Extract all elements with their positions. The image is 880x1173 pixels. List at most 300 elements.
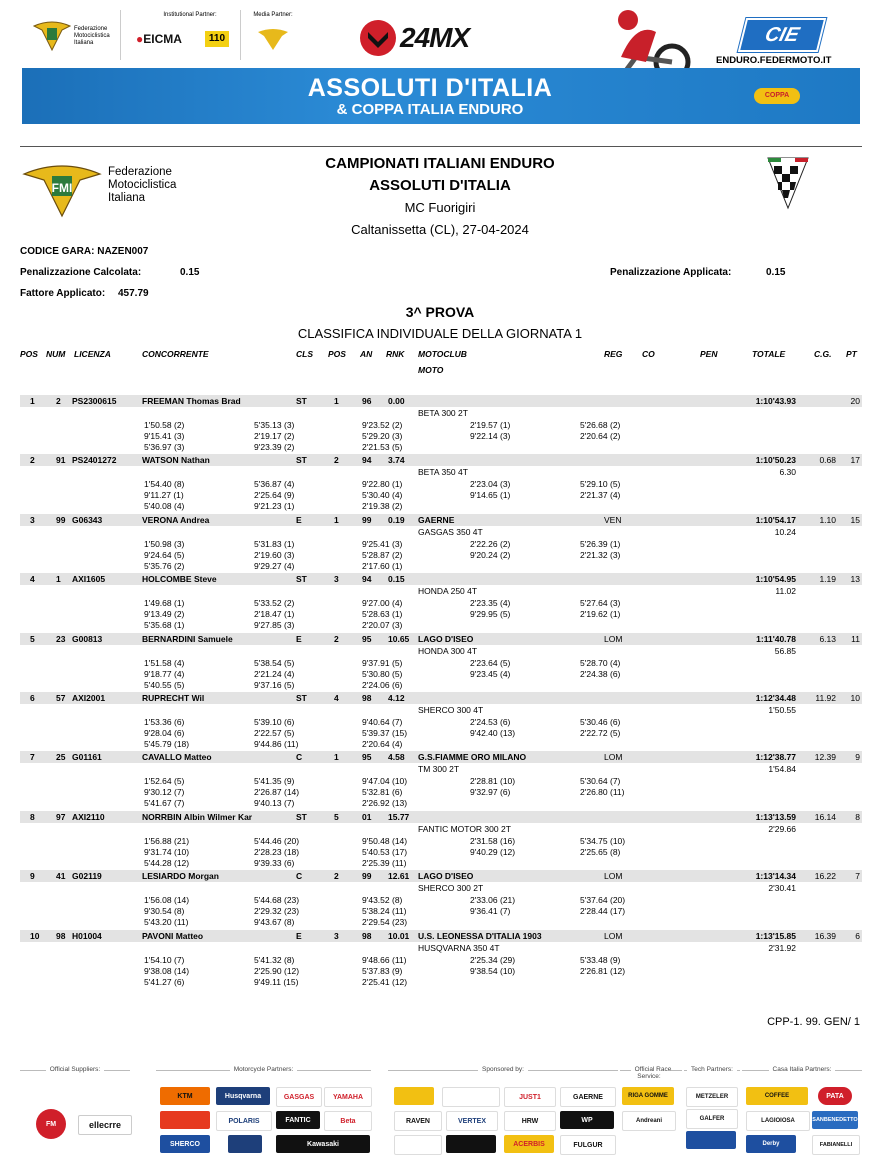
row-an: 95: [362, 634, 372, 644]
row-totale: 1:10'50.23: [755, 455, 796, 465]
row-time: 9'24.64 (5): [144, 550, 185, 560]
row-pt: 15: [850, 515, 860, 525]
row-time: 9'28.04 (6): [144, 728, 185, 738]
row-totale-gap: 10.24: [774, 527, 796, 537]
row-time: 5'41.67 (7): [144, 798, 185, 808]
media-partner-logo: [256, 26, 290, 52]
row-num: 91: [56, 455, 66, 465]
row-time: 9'47.04 (10): [362, 776, 408, 786]
row-time: 9'25.41 (3): [362, 539, 403, 549]
row-motoclub: LAGO D'ISEO: [418, 634, 474, 644]
row-time: 9'27.85 (3): [254, 620, 295, 630]
row-time: 5'36.87 (4): [254, 479, 295, 489]
fulgur-logo: FULGUR: [560, 1135, 616, 1155]
row-time: 2'23.35 (4): [470, 598, 511, 608]
fattore-value: 457.79: [118, 288, 149, 299]
row-an: 94: [362, 574, 372, 584]
classifica-title: CLASSIFICA INDIVIDUALE DELLA GIORNATA 1: [297, 326, 583, 341]
row-time: 5'31.83 (1): [254, 539, 295, 549]
row-time: 5'35.68 (1): [144, 620, 185, 630]
just1-logo: JUST1: [504, 1087, 556, 1107]
row-time: 9'36.41 (7): [470, 906, 511, 916]
row-num: 57: [56, 693, 66, 703]
row-time: 9'49.11 (15): [254, 977, 299, 987]
row-time: 5'28.70 (4): [580, 658, 621, 668]
row-time: 9'13.49 (2): [144, 609, 185, 619]
derby-logo: Derby: [746, 1135, 796, 1153]
fmi-logo: [22, 160, 102, 218]
col-co: CO: [642, 349, 655, 359]
row-time: 2'26.87 (14): [254, 787, 300, 797]
row-cls: ST: [296, 812, 307, 822]
row-reg: VEN: [604, 515, 622, 525]
row-pos2: 2: [334, 871, 339, 881]
site-url: ENDURO.FEDERMOTO.IT: [716, 55, 832, 66]
col-cg: C.G.: [814, 349, 832, 359]
row-licenza: G02119: [72, 871, 102, 881]
row-rnk: 10.65: [388, 634, 410, 644]
row-time: 9'22.80 (1): [362, 479, 403, 489]
row-time: 5'35.76 (2): [144, 561, 185, 571]
coppa-badge: COPPA: [754, 88, 800, 104]
row-licenza: G01161: [72, 752, 102, 762]
row-pt: 17: [850, 455, 860, 465]
row-time: 2'26.92 (13): [362, 798, 408, 808]
row-rnk: 4.12: [388, 693, 405, 703]
row-time: 5'28.87 (2): [362, 550, 403, 560]
row-time: 2'21.24 (4): [254, 669, 295, 679]
col-num: NUM: [46, 349, 66, 359]
row-pt: 13: [850, 574, 860, 584]
lagioiosa-logo: LAGIOIOSA: [746, 1111, 810, 1131]
row-time: 9'37.91 (5): [362, 658, 403, 668]
row-time: 5'30.64 (7): [580, 776, 621, 786]
row-time: 2'31.58 (16): [470, 836, 516, 846]
row-time: 9'23.52 (2): [362, 420, 403, 430]
col-cls: CLS: [296, 349, 313, 359]
row-time: 2'19.57 (1): [470, 420, 511, 430]
row-cg: 0.68: [819, 455, 836, 465]
andreani-logo: Andreani: [622, 1111, 676, 1131]
col-motoclub: MOTOCLUB: [418, 349, 467, 359]
row-time: 5'43.20 (11): [144, 917, 189, 927]
row-time: 9'39.33 (6): [254, 858, 295, 868]
fabianelli-logo: FABIANELLI: [812, 1135, 860, 1155]
row-time: 1'56.08 (14): [144, 895, 190, 905]
row-num: 99: [56, 515, 66, 525]
row-time: 5'40.08 (4): [144, 501, 185, 511]
row-time: 9'15.41 (3): [144, 431, 185, 441]
row-time: 9'38.08 (14): [144, 966, 190, 976]
row-time: 2'20.64 (4): [362, 739, 403, 749]
row-time: 5'34.75 (10): [580, 836, 626, 846]
row-an: 94: [362, 455, 372, 465]
row-time: 5'37.64 (20): [580, 895, 626, 905]
banner-title: ASSOLUTI D'ITALIA: [307, 74, 553, 102]
row-reg: LOM: [604, 752, 623, 762]
row-num: 1: [56, 574, 61, 584]
row-time: 9'40.29 (12): [470, 847, 516, 857]
row-moto: HUSQVARNA 350 4T: [418, 943, 500, 953]
row-time: 1'52.64 (5): [144, 776, 185, 786]
row-cls: ST: [296, 455, 307, 465]
row-time: 2'29.32 (23): [254, 906, 300, 916]
row-pos: 3: [30, 515, 35, 525]
row-licenza: AXI2110: [72, 812, 105, 822]
row-moto: GASGAS 350 4T: [418, 527, 483, 537]
row-pos: 7: [30, 752, 35, 762]
row-licenza: G06343: [72, 515, 103, 525]
row-time: 5'44.68 (23): [254, 895, 300, 905]
row-time: 1'50.58 (2): [144, 420, 185, 430]
110-logo: 110: [205, 31, 229, 47]
row-an: 98: [362, 931, 372, 941]
row-rnk: 0.19: [388, 515, 405, 525]
row-time: 9'48.66 (11): [362, 955, 407, 965]
row-reg: LOM: [604, 634, 623, 644]
row-pt: 6: [855, 931, 860, 941]
row-time: 9'18.77 (4): [144, 669, 185, 679]
row-time: 9'42.40 (13): [470, 728, 516, 738]
row-pos2: 3: [334, 574, 339, 584]
24mx-emblem-icon: [360, 20, 396, 56]
pen-appl-value: 0.15: [766, 267, 786, 278]
row-time: 5'29.10 (5): [580, 479, 621, 489]
row-pt: 9: [855, 752, 860, 762]
gasgas-logo: GASGAS: [276, 1087, 322, 1107]
row-time: 9'30.12 (7): [144, 787, 185, 797]
row-rnk: 4.58: [388, 752, 405, 762]
fmi-small-logo: [32, 18, 72, 52]
row-time: 2'26.80 (11): [580, 787, 625, 797]
row-time: 1'53.36 (6): [144, 717, 185, 727]
row-time: 5'26.68 (2): [580, 420, 621, 430]
row-time: 2'24.53 (6): [470, 717, 511, 727]
row-time: 9'23.45 (4): [470, 669, 511, 679]
row-time: 5'44.46 (20): [254, 836, 300, 846]
institutional-partner-label: Institutional Partner:: [163, 12, 217, 18]
col-concorrente: CONCORRENTE: [142, 349, 209, 359]
row-time: 5'30.80 (5): [362, 669, 403, 679]
flag-emblem: [766, 156, 810, 210]
row-time: 5'44.28 (12): [144, 858, 190, 868]
yamaha-logo: YAMAHA: [324, 1087, 372, 1107]
row-pos2: 3: [334, 931, 339, 941]
row-time: 2'28.44 (17): [580, 906, 626, 916]
doc-title-2: ASSOLUTI D'ITALIA: [369, 177, 511, 194]
row-time: 5'39.37 (15): [362, 728, 408, 738]
row-time: 2'25.39 (11): [362, 858, 407, 868]
row-time: 2'22.26 (2): [470, 539, 511, 549]
row-time: 5'37.83 (9): [362, 966, 403, 976]
row-pos2: 4: [334, 693, 339, 703]
row-moto: SHERCO 300 2T: [418, 883, 484, 893]
nitro-logo: [394, 1135, 442, 1155]
row-time: 2'28.81 (10): [470, 776, 516, 786]
row-time: 5'35.13 (3): [254, 420, 295, 430]
row-concorrente: PAVONI Matteo: [142, 931, 204, 941]
media-partner-label: Media Partner:: [253, 12, 293, 18]
row-pos: 6: [30, 693, 35, 703]
row-totale-gap: 1'50.55: [768, 705, 796, 715]
row-concorrente: BERNARDINI Samuele: [142, 634, 233, 644]
row-time: 5'38.24 (11): [362, 906, 407, 916]
row-concorrente: NORRBIN Albin Wilmer Kar: [142, 812, 253, 822]
row-time: 2'28.23 (18): [254, 847, 300, 857]
col-pos: POS: [20, 349, 38, 359]
row-concorrente: LESIARDO Morgan: [142, 871, 219, 881]
col-pt: PT: [846, 349, 857, 359]
sponsor-group-suppliers: Official Suppliers: FM ellecrre: [20, 1070, 130, 1166]
row-rnk: 12.61: [388, 871, 410, 881]
row-cls: ST: [296, 396, 307, 406]
row-totale: 1:13'13.59: [755, 812, 796, 822]
row-cls: ST: [296, 574, 307, 584]
col-licenza: LICENZA: [74, 349, 111, 359]
sponsor-group-casa: Casa Italia Partners: COFFEE PATA LAGIOIOSA SANBENEDETTO Derby FABIANELLI: [742, 1070, 862, 1166]
row-licenza: H01004: [72, 931, 102, 941]
row-an: 98: [362, 693, 372, 703]
row-licenza: G00813: [72, 634, 103, 644]
row-reg: LOM: [604, 871, 623, 881]
row-rnk: 0.00: [388, 396, 405, 406]
row-totale-gap: 2'30.41: [768, 883, 796, 893]
metzeler-logo: METZELER: [686, 1087, 738, 1107]
row-totale: 1:12'38.77: [755, 752, 796, 762]
row-pos: 4: [30, 574, 35, 584]
fm-logo: FM: [36, 1109, 66, 1139]
col-pen: PEN: [700, 349, 718, 359]
row-time: 9'40.64 (7): [362, 717, 403, 727]
row-totale-gap: 11.02: [775, 586, 796, 596]
row-pos: 5: [30, 634, 35, 644]
sponsor-footer: [20, 1066, 862, 1165]
blue-logo: [686, 1131, 736, 1149]
banner-subtitle: & COPPA ITALIA ENDURO: [336, 101, 524, 118]
codice-gara: CODICE GARA: NAZEN007: [20, 246, 149, 257]
row-time: 1'56.88 (21): [144, 836, 190, 846]
row-totale-gap: 56.85: [774, 646, 796, 656]
kawasaki-logo: Kawasaki: [276, 1135, 370, 1153]
row-pt: 10: [850, 693, 860, 703]
row-time: 1'54.10 (7): [144, 955, 185, 965]
wp-logo: WP: [560, 1111, 614, 1129]
row-time: 2'21.53 (5): [362, 442, 403, 452]
row-time: 5'40.53 (17): [362, 847, 408, 857]
ktm-logo: KTM: [160, 1087, 210, 1105]
row-time: 5'36.97 (3): [144, 442, 185, 452]
col-reg: REG: [604, 349, 623, 359]
row-time: 2'20.07 (3): [362, 620, 403, 630]
row-num: 41: [56, 871, 66, 881]
row-time: 5'30.46 (6): [580, 717, 621, 727]
prova-title: 3^ PROVA: [405, 304, 475, 320]
row-time: 5'27.64 (3): [580, 598, 621, 608]
row-totale: 1:10'54.17: [755, 515, 796, 525]
row-licenza: PS2300615: [72, 396, 117, 406]
row-time: 2'25.90 (12): [254, 966, 300, 976]
row-pos: 9: [30, 871, 35, 881]
row-time: 2'18.47 (1): [254, 609, 295, 619]
row-totale-gap: 1'54.84: [768, 764, 796, 774]
row-concorrente: WATSON Nathan: [142, 455, 210, 465]
fmi-name: Federazione Motociclistica Italiana: [108, 166, 177, 204]
polaris-logo: POLARIS: [216, 1111, 272, 1131]
row-pt: 7: [855, 871, 860, 881]
row-motoclub: G.S.FIAMME ORO MILANO: [418, 752, 527, 762]
row-pos: 1: [30, 396, 35, 406]
row-moto: HONDA 300 4T: [418, 646, 478, 656]
row-time: 2'21.37 (4): [580, 490, 621, 500]
ktm-2-logo: [160, 1111, 210, 1129]
row-time: 2'19.38 (2): [362, 501, 403, 511]
vertex-logo: VERTEX: [446, 1111, 498, 1131]
header-divider: [20, 146, 862, 147]
row-pt: 20: [850, 396, 860, 406]
row-time: 1'49.68 (1): [144, 598, 185, 608]
row-totale-gap: 2'29.66: [768, 824, 796, 834]
row-time: 2'22.72 (5): [580, 728, 621, 738]
row-time: 9'22.14 (3): [470, 431, 511, 441]
row-totale: 1:10'54.95: [755, 574, 796, 584]
row-time: 5'29.20 (3): [362, 431, 403, 441]
row-time: 9'29.95 (5): [470, 609, 511, 619]
row-time: 2'23.04 (3): [470, 479, 511, 489]
row-time: 9'40.13 (7): [254, 798, 295, 808]
fattore-label: Fattore Applicato:: [20, 288, 106, 299]
row-pos2: 2: [334, 455, 339, 465]
row-time: 5'28.63 (1): [362, 609, 403, 619]
fantic-logo: FANTIC: [276, 1111, 320, 1129]
bardahl-logo: [394, 1087, 434, 1105]
row-num: 23: [56, 634, 66, 644]
row-moto: BETA 350 4T: [418, 467, 468, 477]
col-moto: MOTO: [418, 365, 444, 375]
row-time: 5'38.54 (5): [254, 658, 295, 668]
row-time: 9'50.48 (14): [362, 836, 408, 846]
row-time: 9'43.67 (8): [254, 917, 295, 927]
row-an: 95: [362, 752, 372, 762]
row-cg: 16.22: [814, 871, 836, 881]
page-footer-code: CPP-1. 99. GEN/ 1: [767, 1016, 860, 1028]
row-time: 9'14.65 (1): [470, 490, 511, 500]
row-time: 5'41.35 (9): [254, 776, 295, 786]
col-an: AN: [360, 349, 373, 359]
row-time: 2'24.06 (6): [362, 680, 403, 690]
row-an: 01: [362, 812, 372, 822]
row-time: 5'33.48 (9): [580, 955, 621, 965]
row-totale: 1:11'40.78: [756, 634, 796, 644]
col-totale: TOTALE: [752, 349, 786, 359]
sanbenedetto-logo: SANBENEDETTO: [812, 1111, 858, 1129]
row-time: 9'23.39 (2): [254, 442, 295, 452]
row-motoclub: LAGO D'ISEO: [418, 871, 474, 881]
row-time: 2'25.41 (12): [362, 977, 408, 987]
row-time: 5'45.79 (18): [144, 739, 190, 749]
row-moto: BETA 300 2T: [418, 408, 468, 418]
ellecrre-logo: ellecrre: [78, 1115, 132, 1135]
row-cls: C: [296, 871, 303, 881]
row-cls: E: [296, 634, 302, 644]
row-rnk: 15.77: [388, 812, 410, 822]
acerbis-logo: ACERBIS: [504, 1135, 554, 1153]
row-time: 9'43.52 (8): [362, 895, 403, 905]
riga-gomme-logo: RIGA GOMME: [622, 1087, 674, 1105]
row-concorrente: CAVALLO Matteo: [142, 752, 212, 762]
row-pos: 8: [30, 812, 35, 822]
col-rnk: RNK: [386, 349, 405, 359]
row-totale-gap: 2'31.92: [768, 943, 796, 953]
row-num: 97: [56, 812, 66, 822]
row-cg: 16.39: [814, 931, 836, 941]
row-pos: 2: [30, 455, 35, 465]
row-moto: HONDA 250 4T: [418, 586, 478, 596]
sponsor-group-sponsored: Sponsored by: JUST1 GAERNE RAVEN VERTEX HRW WP ACERBIS FULGUR: [388, 1070, 618, 1166]
row-time: 9'21.23 (1): [254, 501, 295, 511]
sherco-logo: SHERCO: [160, 1135, 210, 1153]
row-time: 1'54.40 (8): [144, 479, 185, 489]
row-concorrente: HOLCOMBE Steve: [142, 574, 217, 584]
row-cls: E: [296, 515, 302, 525]
beta-logo: Beta: [324, 1111, 372, 1131]
row-rnk: 10.01: [388, 931, 410, 941]
row-time: 2'26.81 (12): [580, 966, 626, 976]
row-time: 9'31.74 (10): [144, 847, 190, 857]
sponsor-group-moto: Motorcycle Partners: KTM Husqvarna GASGAS YAMAHA POLARIS FANTIC Beta SHERCO Kawasaki: [156, 1070, 371, 1166]
svg-text:FMI: FMI: [51, 181, 73, 195]
row-cg: 1.10: [819, 515, 836, 525]
row-moto: TM 300 2T: [418, 764, 460, 774]
raven-logo: RAVEN: [394, 1111, 442, 1131]
pen-appl-label: Penalizzazione Applicata:: [610, 267, 732, 278]
row-time: 5'30.40 (4): [362, 490, 403, 500]
row-time: 2'33.06 (21): [470, 895, 516, 905]
row-licenza: AXI2001: [72, 693, 106, 703]
row-time: 1'51.58 (4): [144, 658, 185, 668]
row-pt: 11: [851, 634, 860, 644]
col-pos2: POS: [328, 349, 346, 359]
row-rnk: 0.15: [388, 574, 405, 584]
row-reg: LOM: [604, 931, 623, 941]
pirelli-logo: [446, 1135, 496, 1153]
doc-club: MC Fuorigiri: [404, 200, 476, 215]
row-time: 1'50.98 (3): [144, 539, 185, 549]
row-cls: ST: [296, 693, 307, 703]
pen-calc-value: 0.15: [180, 267, 200, 278]
row-rnk: 3.74: [388, 455, 405, 465]
row-an: 96: [362, 396, 372, 406]
row-moto: FANTIC MOTOR 300 2T: [418, 824, 511, 834]
race-logo: [442, 1087, 500, 1107]
row-concorrente: FREEMAN Thomas Brad: [142, 396, 241, 406]
row-cg: 6.13: [819, 634, 836, 644]
row-pos2: 5: [334, 812, 339, 822]
row-time: 5'32.81 (6): [362, 787, 403, 797]
pen-calc-label: Penalizzazione Calcolata:: [20, 267, 142, 278]
row-totale: 1:10'43.93: [755, 396, 796, 406]
row-time: 2'19.62 (1): [580, 609, 621, 619]
row-time: 2'21.32 (3): [580, 550, 621, 560]
galfer-logo: GALFER: [686, 1109, 738, 1129]
row-licenza: PS2401272: [72, 455, 117, 465]
row-pt: 8: [855, 812, 860, 822]
row-time: 9'30.54 (8): [144, 906, 185, 916]
row-time: 2'25.65 (8): [580, 847, 621, 857]
row-time: 2'17.60 (1): [362, 561, 403, 571]
24mx-logo: 24MX: [400, 22, 470, 53]
cie-logo: CIE: [738, 18, 826, 52]
hrw-logo: HRW: [504, 1111, 556, 1131]
